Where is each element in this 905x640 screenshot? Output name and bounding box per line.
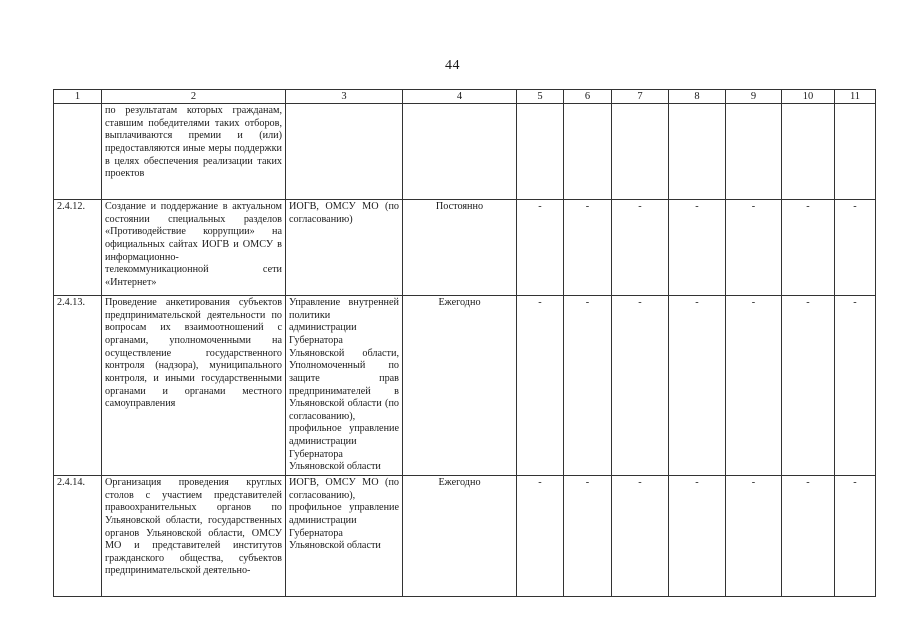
value-cell: - (517, 475, 564, 596)
column-header: 7 (612, 90, 669, 104)
value-cell (564, 104, 612, 200)
value-cell: - (612, 475, 669, 596)
value-cell (726, 104, 782, 200)
value-cell (517, 104, 564, 200)
execution-term (403, 104, 517, 200)
column-header: 9 (726, 90, 782, 104)
execution-term: Ежегодно (403, 475, 517, 596)
column-header: 10 (782, 90, 835, 104)
measures-table (53, 89, 876, 597)
value-cell: - (517, 200, 564, 296)
value-cell: - (669, 296, 726, 476)
value-cell: - (835, 200, 876, 296)
value-cell (782, 104, 835, 200)
value-cell: - (835, 475, 876, 596)
value-cell: - (612, 296, 669, 476)
column-header: 3 (286, 90, 403, 104)
value-cell (835, 104, 876, 200)
column-header: 11 (835, 90, 876, 104)
column-header: 5 (517, 90, 564, 104)
page-number: 44 (445, 58, 460, 73)
column-header: 8 (669, 90, 726, 104)
execution-term: Ежегодно (403, 296, 517, 476)
value-cell: - (564, 475, 612, 596)
value-cell (669, 104, 726, 200)
responsible-executors: ИОГВ, ОМСУ МО (по согласованию), профильное управление администрации Губернатора Ульяновской области (286, 475, 403, 596)
table-header-row (54, 90, 876, 104)
row-number: 2.4.14. (54, 475, 102, 596)
responsible-executors (286, 104, 403, 200)
value-cell (612, 104, 669, 200)
measure-description: Проведение анкетирования субъектов предпринимательской деятельности по вопросам их взаимоотношений с органами, уполномоченными на осуществление государственного контроля (надзора), муниципального контроля, и иными государственными органами и органами местного самоуправления (102, 296, 286, 476)
measure-description: Организация проведения круглых столов с участием представителей правоохранительных органов по Ульяновской области, государственных органов Ульяновской области, ОМСУ МО и представителей институтов гражданского общества, субъектов предпринимательской деятельно- (102, 475, 286, 596)
row-number (54, 104, 102, 200)
value-cell: - (517, 296, 564, 476)
execution-term: Постоянно (403, 200, 517, 296)
value-cell: - (564, 200, 612, 296)
value-cell: - (726, 296, 782, 476)
table-row (54, 104, 876, 200)
responsible-executors: ИОГВ, ОМСУ МО (по согласованию) (286, 200, 403, 296)
measure-description: по результатам которых гражданам, ставшим победителями таких отборов, выплачиваются премии и (или) предоставляются иные меры поддержки в целях обеспечения реализации таких проектов (102, 104, 286, 200)
value-cell: - (782, 475, 835, 596)
column-header: 1 (54, 90, 102, 104)
value-cell: - (669, 200, 726, 296)
table-row (54, 296, 876, 476)
value-cell: - (782, 296, 835, 476)
column-header: 6 (564, 90, 612, 104)
table-row (54, 475, 876, 596)
value-cell: - (612, 200, 669, 296)
measure-description: Создание и поддержание в актуальном состоянии специальных разделов «Противодействие коррупции» на официальных сайтах ИОГВ и ОМСУ в информационно-телекоммуникационной сети «Интернет» (102, 200, 286, 296)
row-number: 2.4.12. (54, 200, 102, 296)
value-cell: - (782, 200, 835, 296)
value-cell: - (564, 296, 612, 476)
value-cell: - (669, 475, 726, 596)
value-cell: - (726, 475, 782, 596)
table-row (54, 200, 876, 296)
value-cell: - (726, 200, 782, 296)
row-number: 2.4.13. (54, 296, 102, 476)
responsible-executors: Управление внутренней политики администрации Губернатора Ульяновской области, Уполномоченный по защите прав предпринимателей в Ульяновской области (по согласованию), профильное управление администрации Губернатора Ульяновской области (286, 296, 403, 476)
column-header: 4 (403, 90, 517, 104)
column-header: 2 (102, 90, 286, 104)
value-cell: - (835, 296, 876, 476)
